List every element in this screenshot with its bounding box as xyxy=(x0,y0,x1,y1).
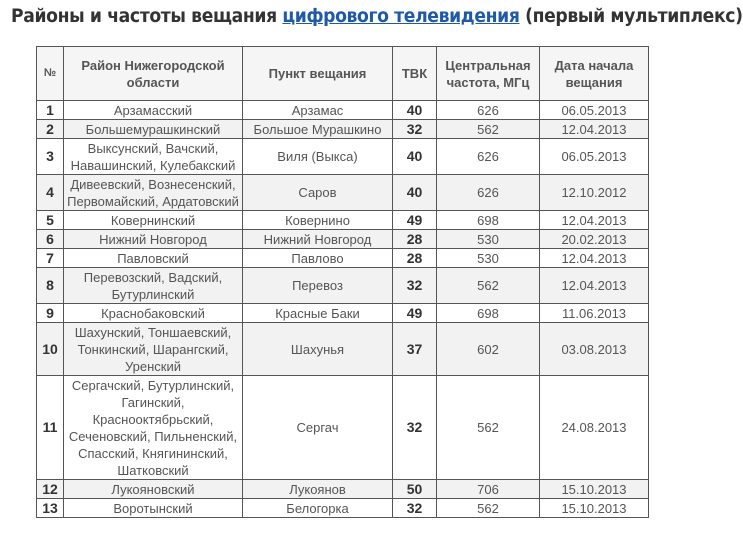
table-row xyxy=(37,268,649,304)
cell-tvk: 28 xyxy=(393,249,437,268)
cell-num: 11 xyxy=(37,376,64,480)
cell-tvk: 40 xyxy=(393,101,437,120)
cell-point: Сергач xyxy=(243,376,393,480)
cell-tvk: 32 xyxy=(393,499,437,518)
cell-date: 12.04.2013 xyxy=(540,120,649,139)
cell-district: Краснобаковский xyxy=(64,304,243,323)
table-row xyxy=(37,323,649,376)
cell-point: Виля (Выкса) xyxy=(243,139,393,175)
cell-num: 7 xyxy=(37,249,64,268)
cell-date: 06.05.2013 xyxy=(540,101,649,120)
cell-point: Шахунья xyxy=(243,323,393,376)
cell-tvk: 50 xyxy=(393,480,437,499)
cell-freq: 562 xyxy=(437,120,540,139)
cell-date: 12.10.2012 xyxy=(540,175,649,211)
cell-num: 6 xyxy=(37,230,64,249)
cell-point: Белогорка xyxy=(243,499,393,518)
cell-tvk: 40 xyxy=(393,139,437,175)
cell-tvk: 37 xyxy=(393,323,437,376)
cell-district: Ковернинский xyxy=(64,211,243,230)
cell-num: 10 xyxy=(37,323,64,376)
cell-freq: 698 xyxy=(437,304,540,323)
cell-num: 13 xyxy=(37,499,64,518)
header-point: Пункт вещания xyxy=(243,47,393,101)
cell-freq: 562 xyxy=(437,499,540,518)
table-row xyxy=(37,376,649,480)
cell-date: 24.08.2013 xyxy=(540,376,649,480)
cell-date: 20.02.2013 xyxy=(540,230,649,249)
cell-tvk: 40 xyxy=(393,175,437,211)
cell-date: 15.10.2013 xyxy=(540,480,649,499)
cell-freq: 626 xyxy=(437,101,540,120)
title-suffix: (первый мультиплекс) xyxy=(519,6,743,27)
cell-point: Большое Мурашкино xyxy=(243,120,393,139)
cell-district: Шахунский, Тоншаевский, Тонкинский, Шарангский, Уренский xyxy=(64,323,243,376)
cell-freq: 706 xyxy=(437,480,540,499)
cell-district: Дивеевский, Вознесенский, Первомайский, Ардатовский xyxy=(64,175,243,211)
header-freq: Центральная частота, МГц xyxy=(437,47,540,101)
header-district: Район Нижегородской области xyxy=(64,47,243,101)
cell-freq: 626 xyxy=(437,139,540,175)
cell-date: 11.06.2013 xyxy=(540,304,649,323)
title-prefix: Районы и частоты вещания xyxy=(11,6,283,27)
cell-freq: 530 xyxy=(437,230,540,249)
cell-freq: 530 xyxy=(437,249,540,268)
cell-num: 5 xyxy=(37,211,64,230)
cell-freq: 698 xyxy=(437,211,540,230)
cell-district: Перевозский, Вадский, Бутурлинский xyxy=(64,268,243,304)
cell-point: Саров xyxy=(243,175,393,211)
cell-num: 12 xyxy=(37,480,64,499)
cell-num: 3 xyxy=(37,139,64,175)
broadcast-table xyxy=(36,46,649,518)
cell-date: 03.08.2013 xyxy=(540,323,649,376)
page-title xyxy=(11,6,743,27)
cell-date: 12.04.2013 xyxy=(540,211,649,230)
table-row xyxy=(37,211,649,230)
cell-point: Красные Баки xyxy=(243,304,393,323)
table-row xyxy=(37,175,649,211)
digital-tv-link[interactable]: цифрового телевидения xyxy=(282,6,520,27)
cell-num: 4 xyxy=(37,175,64,211)
cell-point: Ковернино xyxy=(243,211,393,230)
header-num: № xyxy=(37,47,64,101)
cell-num: 1 xyxy=(37,101,64,120)
table-row xyxy=(37,101,649,120)
cell-district: Лукояновский xyxy=(64,480,243,499)
cell-date: 12.04.2013 xyxy=(540,268,649,304)
cell-date: 06.05.2013 xyxy=(540,139,649,175)
cell-freq: 602 xyxy=(437,323,540,376)
cell-tvk: 32 xyxy=(393,120,437,139)
table-row xyxy=(37,139,649,175)
table-row xyxy=(37,480,649,499)
cell-point: Лукоянов xyxy=(243,480,393,499)
cell-num: 8 xyxy=(37,268,64,304)
cell-point: Арзамас xyxy=(243,101,393,120)
cell-tvk: 32 xyxy=(393,376,437,480)
cell-tvk: 49 xyxy=(393,304,437,323)
cell-freq: 626 xyxy=(437,175,540,211)
cell-freq: 562 xyxy=(437,376,540,480)
cell-point: Нижний Новгород xyxy=(243,230,393,249)
cell-district: Большемурашкинский xyxy=(64,120,243,139)
cell-point: Перевоз xyxy=(243,268,393,304)
cell-tvk: 32 xyxy=(393,268,437,304)
header-date: Дата начала вещания xyxy=(540,47,649,101)
table-row xyxy=(37,120,649,139)
cell-district: Воротынский xyxy=(64,499,243,518)
cell-point: Павлово xyxy=(243,249,393,268)
cell-freq: 562 xyxy=(437,268,540,304)
table-row xyxy=(37,304,649,323)
cell-num: 2 xyxy=(37,120,64,139)
cell-tvk: 49 xyxy=(393,211,437,230)
table-row xyxy=(37,230,649,249)
cell-district: Выксунский, Вачский, Навашинский, Кулебакский xyxy=(64,139,243,175)
cell-date: 12.04.2013 xyxy=(540,249,649,268)
cell-num: 9 xyxy=(37,304,64,323)
cell-district: Павловский xyxy=(64,249,243,268)
table-row xyxy=(37,249,649,268)
cell-tvk: 28 xyxy=(393,230,437,249)
cell-district: Сергачский, Бутурлинский, Гагинский, Краснооктябрьский, Сеченовский, Пильненский, Спасский, Княгининский, Шатковский xyxy=(64,376,243,480)
table-header-row xyxy=(37,47,649,101)
cell-district: Нижний Новгород xyxy=(64,230,243,249)
header-tvk: ТВК xyxy=(393,47,437,101)
cell-date: 15.10.2013 xyxy=(540,499,649,518)
cell-district: Арзамасский xyxy=(64,101,243,120)
table-row xyxy=(37,499,649,518)
